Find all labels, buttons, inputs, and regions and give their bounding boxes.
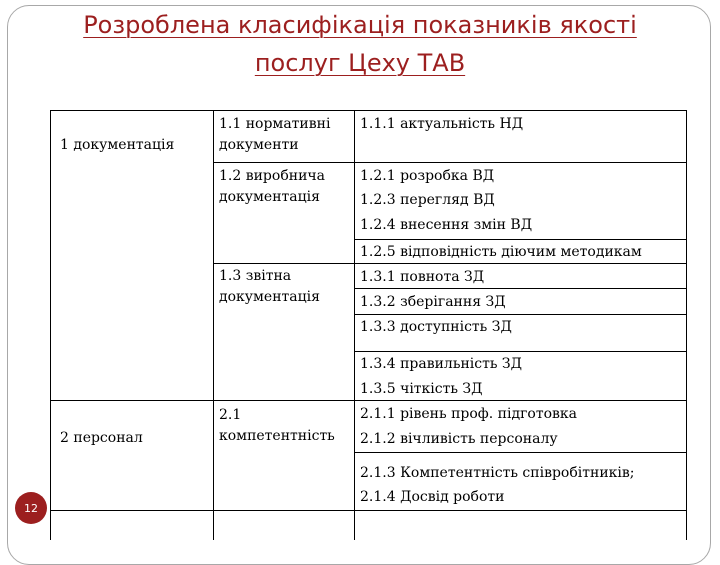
indicator-cell: 1.2.1 розробка ВД bbox=[360, 168, 495, 184]
row-divider bbox=[50, 400, 214, 401]
row-divider bbox=[354, 288, 687, 289]
row-divider bbox=[354, 239, 687, 240]
indicator-cell: 2.1.3 Компетентність співробітників; bbox=[360, 465, 635, 481]
indicator-cell: 1.2.4 внесення змін ВД bbox=[360, 217, 533, 233]
indicator-cell: 1.3.5 чіткість ЗД bbox=[360, 381, 483, 397]
indicator-cell: 2.1.2 вічливість персоналу bbox=[360, 431, 558, 447]
title-line-2: послуг Цеху ТАВ bbox=[254, 49, 466, 77]
indicator-cell: 1.3.1 повнота ЗД bbox=[360, 269, 485, 285]
indicator-cell: 1.1.1 актуальність НД bbox=[360, 116, 524, 132]
indicator-cell: 2.1.4 Досвід роботи bbox=[360, 489, 505, 505]
row-divider bbox=[354, 314, 687, 315]
row-divider bbox=[354, 351, 687, 352]
table-border-right bbox=[686, 110, 687, 540]
subcategory-cell: 1.1 нормативні документи bbox=[219, 116, 331, 153]
title-line-1: Розроблена класифікація показників якості bbox=[83, 11, 637, 39]
subcategory-cell: 1.2 виробнича документація bbox=[219, 168, 326, 205]
row-divider bbox=[213, 162, 687, 163]
row-divider bbox=[213, 263, 355, 264]
row-divider bbox=[354, 452, 687, 453]
subcategory-cell: 2.1 компетентність bbox=[219, 407, 335, 444]
subcategory-cell: 1.3 звітна документація bbox=[219, 268, 320, 305]
table-border-left bbox=[50, 110, 51, 540]
indicator-cell: 1.2.3 перегляд ВД bbox=[360, 192, 495, 208]
indicator-cell: 1.3.4 правильність ЗД bbox=[360, 356, 523, 372]
page-number-badge: 12 bbox=[15, 492, 47, 524]
indicator-cell: 1.3.3 доступність ЗД bbox=[360, 319, 512, 335]
row-divider bbox=[354, 263, 687, 264]
row-divider bbox=[354, 400, 687, 401]
indicator-cell: 1.3.2 зберігання ЗД bbox=[360, 294, 506, 310]
column-divider bbox=[213, 110, 214, 540]
column-divider bbox=[354, 110, 355, 540]
table-border-top bbox=[50, 110, 687, 111]
indicator-cell: 2.1.1 рівень проф. підготовка bbox=[360, 406, 578, 422]
row-divider bbox=[213, 400, 355, 401]
category-cell: 2 персонал bbox=[60, 430, 143, 446]
category-cell: 1 документація bbox=[60, 137, 175, 153]
row-divider bbox=[50, 510, 687, 511]
indicator-cell: 1.2.5 відповідність діючим методикам bbox=[360, 244, 642, 260]
